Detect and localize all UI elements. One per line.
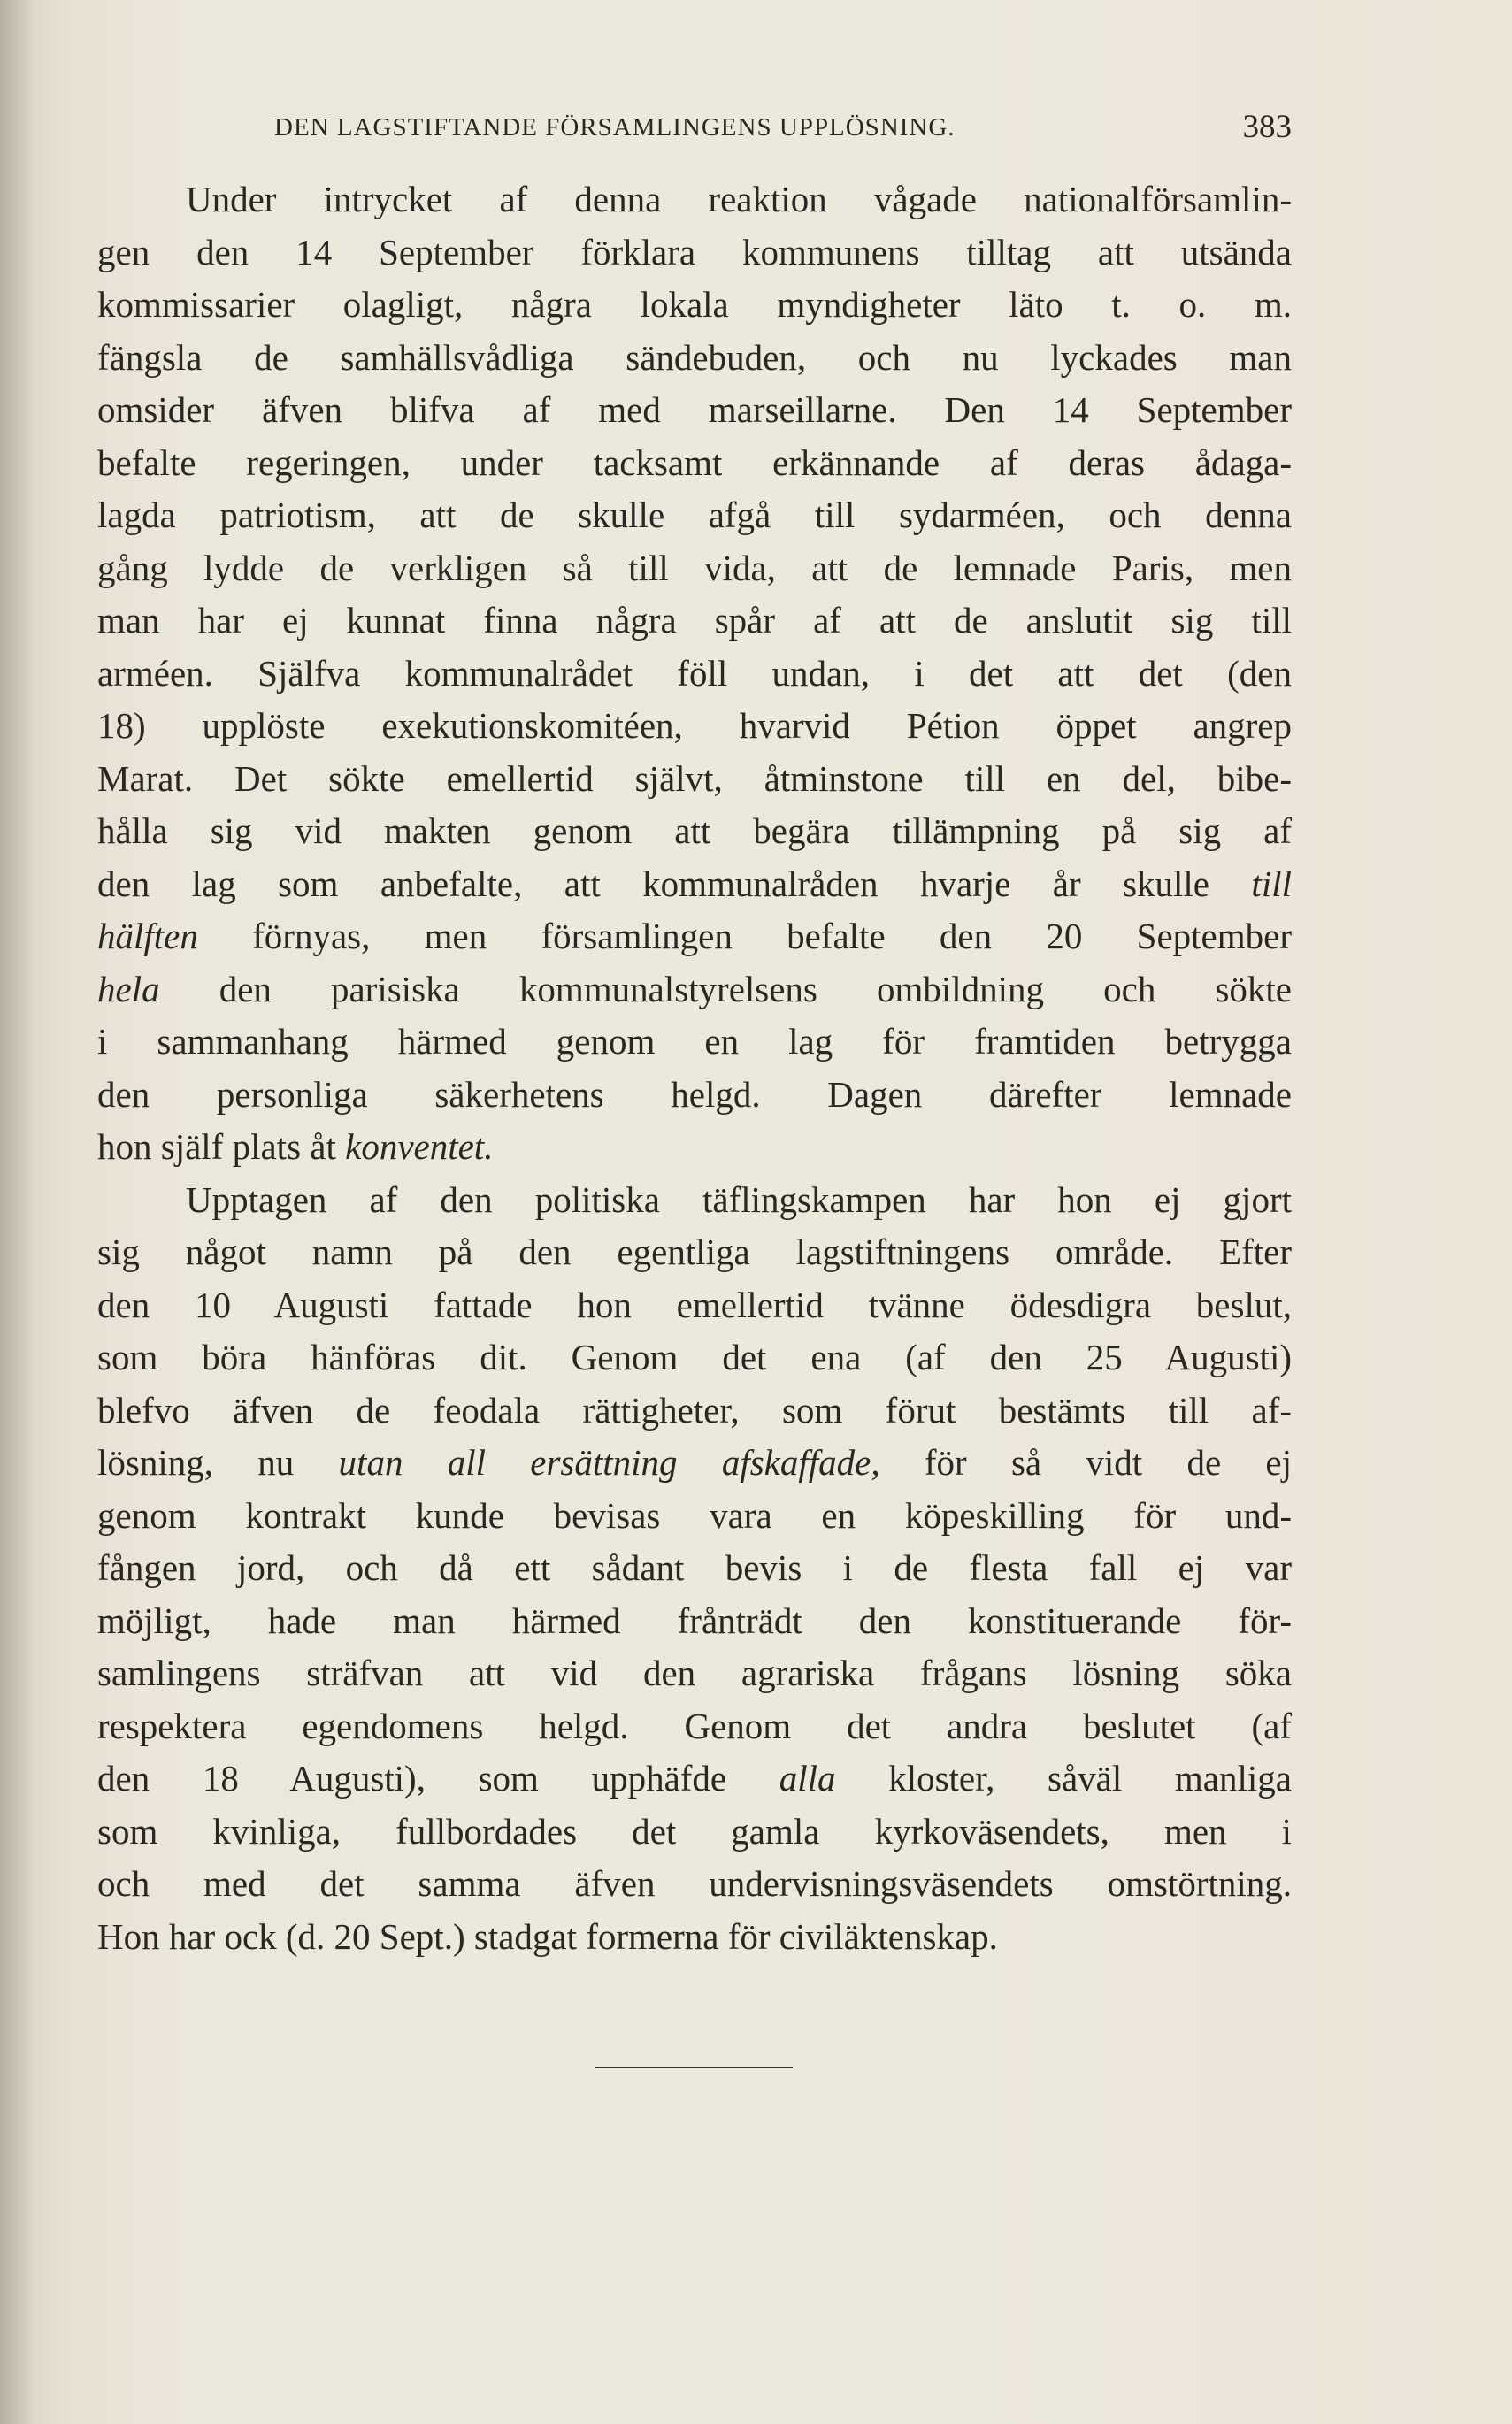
text-line — [97, 1385, 1292, 1438]
italic-text: utan all ersättning afskaffade, — [338, 1442, 880, 1483]
text-segment: Upptagen af den politiska täflingskampen har hon ej gjort — [186, 1178, 1292, 1220]
text-line — [97, 384, 1292, 437]
running-title: DEN LAGSTIFTANDE FÖRSAMLINGENS UPPLÖSNING. — [274, 113, 956, 142]
text-line — [97, 1069, 1292, 1122]
text-segment: gen den 14 September förklara kommunens tilltag att utsända — [97, 231, 1292, 272]
text-line — [97, 1016, 1292, 1069]
italic-text: hälften — [97, 916, 198, 956]
text-segment: fången jord, och då ett sådant bevis i de flesta fall ej var — [97, 1547, 1292, 1588]
text-segment: sig något namn på den egentliga lagstiftningens område. Efter — [97, 1231, 1292, 1272]
text-segment: Under intrycket af denna reaktion vågade nationalförsamlin- — [186, 179, 1292, 219]
page-header — [97, 104, 1292, 157]
text-segment: man har ej kunnat finna några spår af att de anslutit sig till — [97, 600, 1292, 641]
text-segment: kloster, såväl manliga — [835, 1758, 1292, 1799]
text-line — [97, 1542, 1292, 1595]
text-segment: och med det samma äfven undervisningsväsendets omstörtning. — [97, 1863, 1292, 1904]
text-line — [97, 1806, 1292, 1859]
italic-text: till — [1251, 863, 1292, 904]
text-line — [97, 226, 1292, 280]
text-line — [97, 542, 1292, 595]
text-segment: omsider äfven blifva af med marseillarne. Den 14 September — [97, 389, 1292, 430]
text-segment: hålla sig vid makten genom att begära tillämpning på sig af — [97, 810, 1292, 851]
text-line — [97, 1174, 1292, 1227]
text-segment: kommissarier olagligt, några lokala myndigheter läto t. o. m. — [97, 284, 1292, 325]
text-line — [97, 1121, 1292, 1174]
text-line — [97, 805, 1292, 858]
text-segment: den lag som anbefalte, att kommunalråden hvarje år skulle — [97, 863, 1252, 904]
text-line — [97, 1331, 1292, 1385]
text-line — [97, 173, 1292, 226]
text-segment: samlingens sträfvan att vid den agrariska frågans lösning söka — [97, 1653, 1292, 1693]
text-segment: gång lydde de verkligen så till vida, att de lemnade Paris, men — [97, 547, 1292, 588]
text-segment: som kvinliga, fullbordades det gamla kyrkoväsendets, men i — [97, 1810, 1292, 1852]
text-line — [97, 1700, 1292, 1753]
text-line — [97, 594, 1292, 648]
paragraph — [97, 1174, 1292, 1964]
text-line — [97, 963, 1292, 1016]
text-line — [97, 437, 1292, 490]
italic-text: alla — [779, 1758, 836, 1799]
text-segment: den parisiska kommunalstyrelsens ombildning och sökte — [159, 968, 1292, 1009]
text-line — [97, 1858, 1292, 1911]
footer-rule — [595, 2067, 793, 2068]
text-line — [97, 753, 1292, 806]
paragraph — [97, 173, 1292, 1174]
text-segment: 18) upplöste exekutionskomitéen, hvarvid Pétion öppet angrep — [97, 705, 1292, 746]
text-segment: Hon har ock (d. 20 Sept.) stadgat formerna för civiläktenskap. — [97, 1915, 998, 1957]
text-segment: som böra hänföras dit. Genom det ena (af den 25 Augusti) — [97, 1337, 1292, 1377]
body-text — [97, 173, 1292, 1963]
text-segment: respektera egendomens helgd. Genom det andra beslutet (af — [97, 1705, 1292, 1746]
text-line — [97, 910, 1292, 963]
text-line — [97, 1226, 1292, 1279]
text-line — [97, 648, 1292, 701]
text-line — [97, 1437, 1292, 1490]
text-segment: den personliga säkerhetens helgd. Dagen därefter lemnade — [97, 1073, 1292, 1115]
spine-shadow — [0, 0, 35, 2424]
text-line — [97, 700, 1292, 753]
text-line — [97, 279, 1292, 332]
text-line — [97, 858, 1292, 911]
text-segment: genom kontrakt kunde bevisas vara en köpeskilling för und- — [97, 1494, 1292, 1536]
text-segment: Marat. Det sökte emellertid självt, åtminstone till en del, bibe- — [97, 757, 1292, 799]
text-segment: lagda patriotism, att de skulle afgå till sydarméen, och denna — [97, 495, 1292, 535]
text-segment: arméen. Själfva kommunalrådet föll undan, i det att det (den — [97, 652, 1292, 694]
text-line — [97, 1490, 1292, 1543]
text-segment: befalte regeringen, under tacksamt erkännande af deras ådaga- — [97, 441, 1292, 483]
text-line — [97, 489, 1292, 542]
page-number: 383 — [1242, 109, 1292, 145]
italic-text: konventet. — [345, 1126, 494, 1167]
text-segment: i sammanhang härmed genom en lag för framtiden betrygga — [97, 1021, 1292, 1062]
text-segment: fängsla de samhällsvådliga sändebuden, och nu lyckades man — [97, 336, 1292, 378]
italic-text: hela — [97, 968, 160, 1009]
text-line — [97, 1595, 1292, 1648]
text-line — [97, 1753, 1292, 1806]
text-segment: förnyas, men församlingen befalte den 20 September — [197, 916, 1292, 956]
text-segment: hon själf plats åt — [97, 1126, 346, 1167]
text-segment: blefvo äfven de feodala rättigheter, som förut bestämts till af- — [97, 1389, 1292, 1431]
text-segment: den 10 Augusti fattade hon emellertid tvänne ödesdigra beslut, — [97, 1284, 1292, 1325]
text-segment: möjligt, hade man härmed frånträdt den konstituerande för- — [97, 1599, 1292, 1641]
text-line — [97, 332, 1292, 385]
text-line — [97, 1279, 1292, 1332]
text-segment: för så vidt de ej — [879, 1442, 1292, 1483]
text-line — [97, 1647, 1292, 1700]
text-segment: lösning, nu — [97, 1442, 339, 1483]
text-segment: den 18 Augusti), som upphäfde — [97, 1758, 779, 1799]
text-line — [97, 1911, 1292, 1964]
